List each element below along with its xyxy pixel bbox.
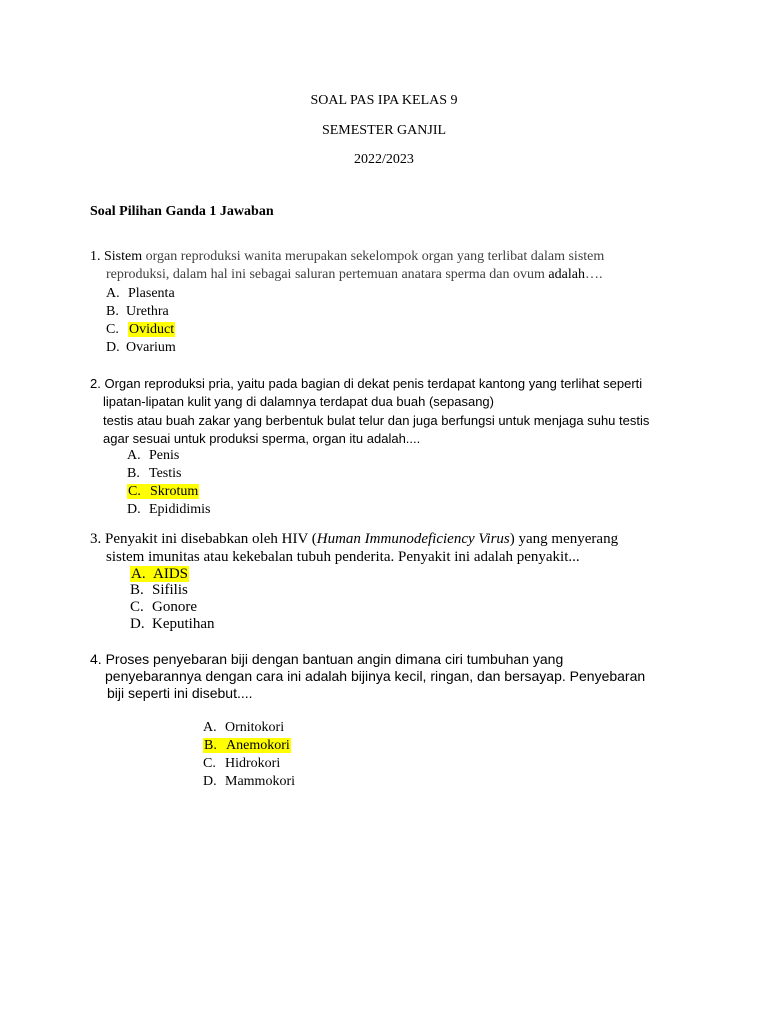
question-text-italic: Human Immunodeficiency Virus bbox=[316, 531, 510, 547]
option-text: Mammokori bbox=[225, 774, 295, 789]
option-letter: B. bbox=[130, 582, 144, 598]
option-letter: C. bbox=[203, 756, 216, 771]
question-2-line-3: testis atau buah zakar yang berbentuk bulat telur dan juga berfungsi untuk menjaga suhu testis bbox=[103, 413, 650, 428]
option-text: Ovarium bbox=[126, 340, 176, 355]
document-title: SOAL PAS IPA KELAS 9 bbox=[310, 93, 458, 108]
question-number: 2. bbox=[90, 376, 101, 391]
option-c bbox=[130, 599, 197, 616]
option-text: Penis bbox=[149, 448, 180, 463]
option-text: Urethra bbox=[126, 304, 169, 319]
option-c-answer bbox=[127, 484, 199, 500]
question-number: 4. bbox=[90, 651, 102, 667]
option-letter: D. bbox=[130, 616, 145, 632]
option-text: Keputihan bbox=[152, 616, 215, 632]
question-1-line-2 bbox=[106, 267, 602, 283]
question-dots: …. bbox=[584, 267, 603, 282]
question-text: organ reproduksi wanita merupakan sekelompok organ yang terlibat dalam sistem bbox=[142, 249, 605, 264]
option-letter: C. bbox=[106, 322, 119, 337]
option-text: Gonore bbox=[152, 599, 197, 615]
option-letter: D. bbox=[127, 502, 141, 517]
question-4-line-3: biji seperti ini disebut.... bbox=[107, 685, 253, 701]
option-letter: C. bbox=[130, 599, 144, 615]
option-text: Testis bbox=[149, 466, 182, 481]
option-letter: B. bbox=[106, 304, 119, 319]
question-3-line-2: sistem imunitas atau kekebalan tubuh penderita. Penyakit ini adalah penyakit... bbox=[106, 549, 580, 565]
option-text: Hidrokori bbox=[225, 756, 281, 771]
question-text-end: adalah bbox=[548, 267, 585, 282]
document-semester: SEMESTER GANJIL bbox=[321, 123, 447, 138]
option-a bbox=[203, 720, 284, 736]
option-letter: A. bbox=[106, 286, 120, 301]
section-title: Soal Pilihan Ganda 1 Jawaban bbox=[90, 204, 274, 219]
option-d bbox=[127, 502, 210, 518]
question-number: 3. bbox=[90, 531, 102, 547]
option-b bbox=[130, 582, 188, 599]
question-text: reproduksi, dalam hal ini sebagai saluran pertemuan anatara sperma dan ovum bbox=[106, 267, 549, 282]
option-text: AIDS bbox=[153, 566, 189, 582]
question-text: Proses penyebaran biji dengan bantuan angin dimana ciri tumbuhan yang bbox=[105, 651, 564, 667]
answer-highlight: Oviduct bbox=[129, 322, 175, 337]
option-b bbox=[127, 466, 181, 482]
question-lead: Sistem bbox=[104, 249, 143, 264]
question-4-line-1 bbox=[90, 651, 563, 667]
option-letter: A. bbox=[127, 448, 141, 463]
question-1-line-1 bbox=[90, 249, 604, 265]
answer-highlight bbox=[127, 484, 199, 499]
option-c-answer bbox=[106, 322, 175, 338]
option-d bbox=[130, 616, 214, 633]
option-letter: B. bbox=[127, 466, 140, 481]
question-text: Organ reproduksi pria, yaitu pada bagian di dekat penis terdapat kantong yang terlihat seperti bbox=[104, 376, 643, 391]
question-text: ) yang menyerang bbox=[509, 531, 619, 547]
question-2-line-1 bbox=[90, 376, 642, 391]
option-text: Ornitokori bbox=[225, 720, 285, 735]
answer-highlight bbox=[203, 738, 291, 753]
option-a bbox=[106, 286, 175, 302]
option-text: Anemokori bbox=[226, 738, 290, 753]
option-text: Epididimis bbox=[149, 502, 211, 517]
option-letter: A. bbox=[203, 720, 217, 735]
option-b bbox=[106, 304, 169, 320]
option-b-answer bbox=[203, 738, 291, 754]
question-2-line-4: agar sesuai untuk produksi sperma, organ itu adalah.... bbox=[103, 431, 421, 446]
question-number: 1. bbox=[90, 249, 101, 264]
option-a bbox=[127, 448, 179, 464]
question-4-line-2: penyebarannya dengan cara ini adalah bijinya kecil, ringan, dan bersayap. Penyebaran bbox=[105, 668, 646, 684]
question-2-line-2: lipatan-lipatan kulit yang di dalamnya terdapat dua buah (sepasang) bbox=[103, 394, 494, 409]
option-a-answer bbox=[130, 566, 189, 583]
answer-highlight bbox=[130, 566, 189, 582]
option-d bbox=[203, 774, 295, 790]
option-d bbox=[106, 340, 176, 356]
question-text: Penyakit ini disebabkan oleh HIV ( bbox=[105, 531, 317, 547]
option-letter: B. bbox=[204, 738, 217, 753]
option-letter: D. bbox=[106, 340, 120, 355]
option-c bbox=[203, 756, 280, 772]
option-text: Skrotum bbox=[150, 484, 199, 499]
document-year: 2022/2023 bbox=[354, 152, 414, 167]
option-text: Plasenta bbox=[128, 286, 175, 301]
option-letter: C. bbox=[128, 484, 141, 499]
option-letter: D. bbox=[203, 774, 217, 789]
option-text: Sifilis bbox=[152, 582, 188, 598]
question-3-line-1 bbox=[90, 531, 618, 548]
option-letter: A. bbox=[131, 566, 146, 582]
